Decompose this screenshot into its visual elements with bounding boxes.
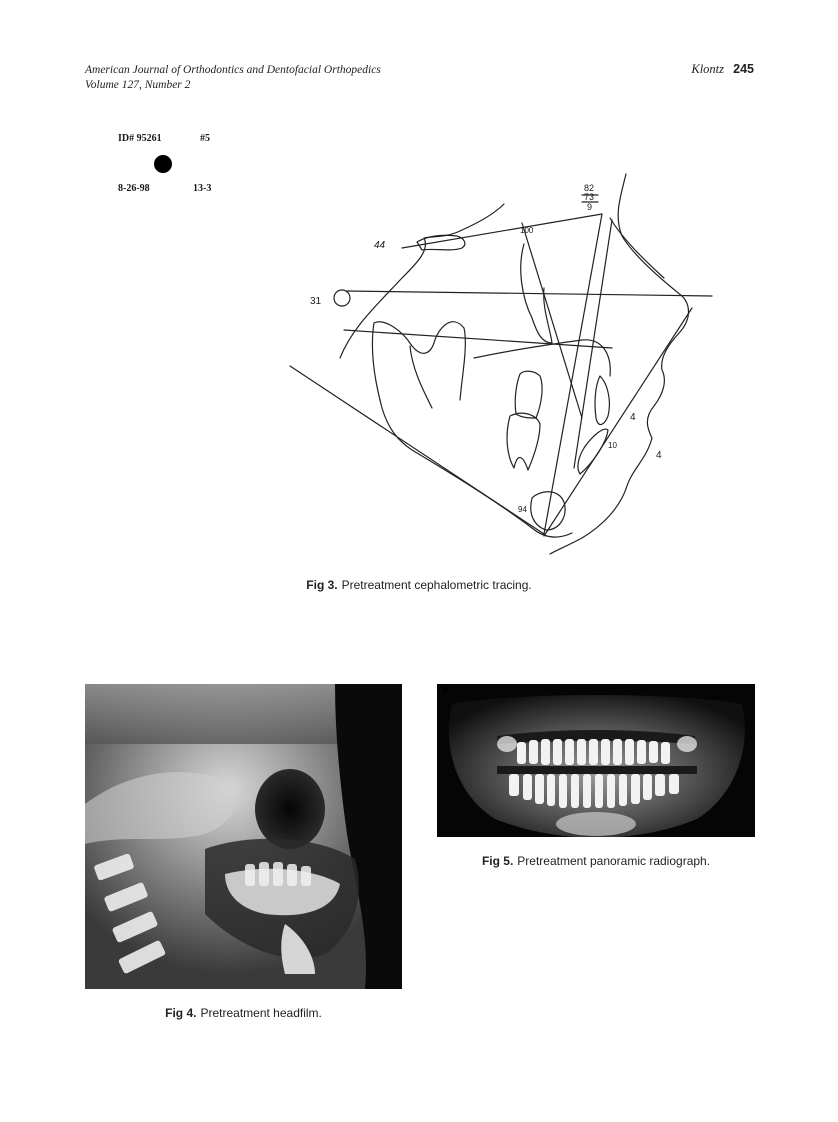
- page-number: 245: [733, 62, 754, 76]
- fig4-label: Fig 4.: [165, 1006, 197, 1020]
- nasal-outline: [610, 218, 664, 278]
- tracing-case-label: #5: [200, 133, 210, 144]
- lower-incisor: [578, 429, 608, 474]
- lower-molar: [507, 413, 540, 470]
- angle-44-label: 44: [374, 240, 386, 251]
- n-a-line: [522, 223, 582, 418]
- mandible-outline: [372, 323, 572, 537]
- occlusal-line: [344, 330, 612, 348]
- value-4b-label: 4: [656, 450, 662, 461]
- fig4-caption-text: Pretreatment headfilm.: [200, 1006, 322, 1020]
- fh-plane-line: [347, 291, 712, 296]
- panoramic-radiograph-image: [437, 684, 755, 837]
- fig3-label: Fig 3.: [306, 578, 338, 592]
- journal-volume: Volume 127, Number 2: [85, 79, 191, 91]
- tracing-id-label: ID# 95261: [118, 133, 162, 144]
- angle-31-label: 31: [310, 296, 322, 307]
- fig3-caption: [0, 578, 838, 592]
- sn-line: [402, 214, 602, 248]
- value-10-label: 10: [608, 441, 617, 450]
- fig5-label: Fig 5.: [481, 854, 514, 868]
- pterygoid-outline: [410, 346, 432, 408]
- author-name: Klontz: [691, 62, 725, 76]
- value-4a-label: 4: [630, 412, 636, 423]
- fraction-top-label: 82: [584, 183, 595, 193]
- fraction-bottom-label: 9: [587, 202, 593, 212]
- porion-circle: [334, 290, 350, 306]
- palatal-plane: [474, 340, 610, 376]
- facial-line: [574, 220, 612, 468]
- running-header-page: [691, 62, 754, 77]
- tracing-age-label: 13-3: [193, 183, 212, 194]
- tracing-date-label: 8-26-98: [118, 183, 150, 194]
- headfilm-image: [85, 684, 402, 989]
- fig5-caption: [437, 854, 755, 868]
- journal-title: American Journal of Orthodontics and Dentofacial Orthopedics: [85, 64, 381, 76]
- upper-molar: [515, 371, 542, 418]
- upper-incisor: [595, 376, 609, 425]
- fig4-caption: [85, 1006, 402, 1020]
- patient-marker-dot: [154, 155, 172, 173]
- cephalometric-tracing: [112, 118, 724, 566]
- fig5-caption-text: Pretreatment panoramic radiograph.: [517, 854, 711, 868]
- fig3-caption-text: Pretreatment cephalometric tracing.: [341, 578, 532, 592]
- running-header-journal: [85, 63, 381, 93]
- value-94-label: 94: [518, 505, 527, 514]
- n-b-line: [544, 214, 602, 534]
- fraction-mid-label: 73: [584, 192, 595, 202]
- angle-100-label: 100: [520, 226, 534, 235]
